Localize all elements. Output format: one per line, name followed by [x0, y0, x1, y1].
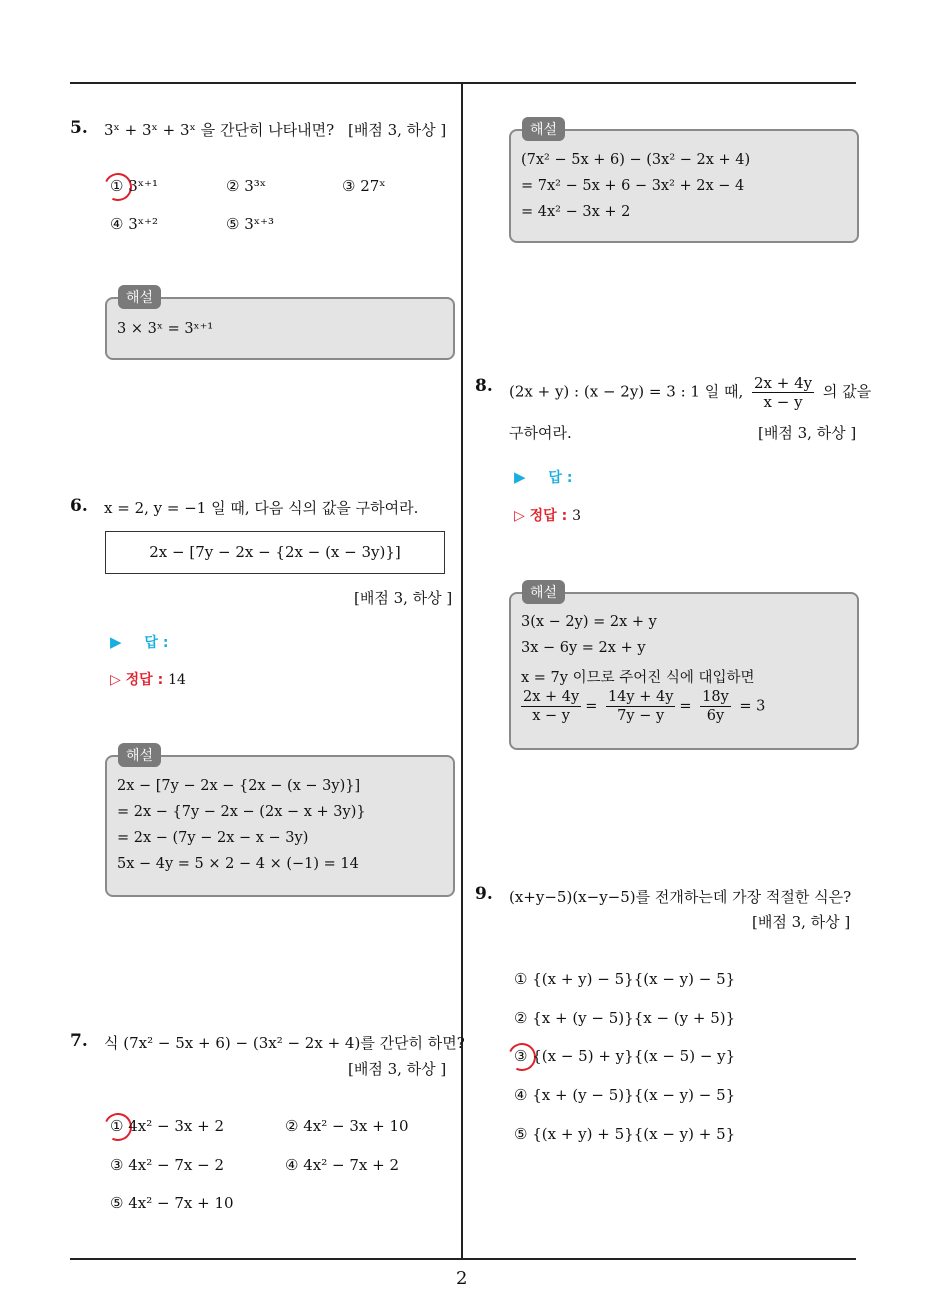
q8-number: 8.: [475, 376, 493, 396]
q5-choice-5[interactable]: ⑤ 3ˣ⁺³: [226, 215, 275, 233]
q8-frac-den: x − y: [763, 393, 803, 411]
top-rule: [70, 82, 856, 84]
column-divider: [461, 82, 463, 1260]
q7-expl-line-2: = 7x² − 5x + 6 − 3x² + 2x − 4: [521, 178, 745, 194]
q8-expl-frac-1: [521, 688, 581, 725]
q8-correct-label: 정답 :: [529, 508, 568, 524]
page-number: 2: [456, 1268, 468, 1289]
q7-expl-line-3: = 4x² − 3x + 2: [521, 204, 631, 220]
correct-arrow-icon: ▷: [110, 672, 121, 688]
q7-meta: [배점 3, 하상 ]: [348, 1060, 447, 1078]
q6-answer-prompt: [110, 632, 168, 652]
q7-choice-2[interactable]: ② 4x² − 3x + 10: [285, 1117, 409, 1135]
q6-expl-line-1: 2x − [7y − 2x − {2x − (x − 3y)}]: [117, 778, 361, 794]
q7-number: 7.: [70, 1031, 88, 1051]
q7-text: 식 (7x² − 5x + 6) − (3x² − 2x + 4)를 간단히 하면?: [104, 1034, 465, 1052]
q7-expl-line-1: (7x² − 5x + 6) − (3x² − 2x + 4): [521, 152, 751, 168]
q5-text: 3ˣ + 3ˣ + 3ˣ 을 간단히 나타내면?: [104, 121, 335, 139]
answer-arrow-icon: ▶: [110, 633, 122, 651]
q6-text: x = 2, y = −1 일 때, 다음 식의 값을 구하여라.: [104, 499, 419, 517]
q9-choice-2[interactable]: ② {x + (y − 5)}{x − (y + 5)}: [514, 1009, 736, 1027]
q6-expl-line-2: = 2x − {7y − 2x − (2x − x + 3y)}: [117, 804, 366, 820]
q6-meta: [배점 3, 하상 ]: [354, 589, 453, 607]
q9-text: (x+y−5)(x−y−5)를 전개하는데 가장 적절한 식은?: [509, 888, 852, 906]
q5-choice-3[interactable]: ③ 27ˣ: [342, 177, 386, 195]
q6-correct-label: 정답 :: [125, 672, 164, 688]
q8-expl-frac-2: [606, 688, 675, 725]
q7-choice-4[interactable]: ④ 4x² − 7x + 2: [285, 1156, 399, 1174]
q8-expl-frac-1-num: 2x + 4y: [523, 689, 580, 705]
q9-choice-3[interactable]: ③ {(x − 5) + y}{(x − 5) − y}: [514, 1047, 736, 1065]
q8-text-line2: 구하여라.: [509, 424, 572, 442]
q8-answer-prompt: [514, 467, 572, 487]
q6-expl-line-4: 5x − 4y = 5 × 2 − 4 × (−1) = 14: [117, 856, 359, 872]
q8-text-pre: (2x + y) : (x − 2y) = 3 : 1 일 때,: [509, 382, 744, 401]
q8-text-post: 의 값을: [822, 382, 872, 401]
correct-arrow-icon: ▷: [514, 508, 525, 524]
q5-meta: [배점 3, 하상 ]: [348, 121, 447, 139]
q6-expression-box: 2x − [7y − 2x − {2x − (x − 3y)}]: [105, 531, 445, 574]
q6-answer-label: 답 :: [144, 635, 169, 651]
q7-choice-3[interactable]: ③ 4x² − 7x − 2: [110, 1156, 224, 1174]
q8-explanation-label: 해설: [522, 580, 565, 604]
q8-expl-line-3: x = 7y 이므로 주어진 식에 대입하면: [521, 670, 755, 686]
q8-correct-answer: [514, 505, 581, 525]
q8-expl-frac-3: [700, 688, 731, 725]
q6-correct-answer: [110, 669, 186, 689]
q8-expl-frac-3-num: 18y: [702, 689, 729, 705]
q8-expl-line-4: $\frac{2x + 4y}{x - y}$ = $\frac{14y + 4y}{7y - y}$ = $\frac{18y}{6y}$ = 3: [523, 689, 766, 724]
q9-choice-4[interactable]: ④ {x + (y − 5)}{(x − y) − 5}: [514, 1086, 736, 1104]
q5-choice-2[interactable]: ② 3³ˣ: [226, 177, 267, 195]
q6-number: 6.: [70, 496, 88, 516]
q8-expl-line-2: 3x − 6y = 2x + y: [521, 640, 646, 656]
q8-expl-frac-2-num: 14y + 4y: [607, 689, 674, 705]
q8-expl-frac-3-den: 6y: [706, 708, 725, 724]
q6-expl-line-3: = 2x − (7y − 2x − x − 3y): [117, 830, 309, 846]
q6-explanation-label: 해설: [118, 743, 161, 767]
q8-expl-result: = 3: [739, 698, 766, 715]
q9-number: 9.: [475, 884, 493, 904]
q8-meta: [배점 3, 하상 ]: [758, 424, 857, 442]
q8-text: [509, 374, 871, 411]
q7-explanation-label: 해설: [522, 117, 565, 141]
bottom-rule: [70, 1258, 856, 1260]
q9-choice-1[interactable]: ① {(x + y) − 5}{(x − y) − 5}: [514, 970, 736, 988]
q8-expl-frac-2-den: 7y − y: [617, 708, 665, 724]
q8-expl-frac-1-den: x − y: [532, 708, 570, 724]
q8-frac-num: 2x + 4y: [754, 374, 813, 392]
q6-correct-value: 14: [168, 672, 186, 688]
q5-choice-1[interactable]: ① 3ˣ⁺¹: [110, 177, 159, 195]
q5-number: 5.: [70, 118, 88, 138]
q7-choice-5[interactable]: ⑤ 4x² − 7x + 10: [110, 1194, 234, 1212]
q8-fraction: [752, 374, 814, 411]
answer-arrow-icon: ▶: [514, 468, 526, 486]
q5-choice-4[interactable]: ④ 3ˣ⁺²: [110, 215, 159, 233]
q9-choice-5[interactable]: ⑤ {(x + y) + 5}{(x − y) + 5}: [514, 1125, 736, 1143]
q8-correct-value: 3: [572, 508, 581, 524]
q8-explanation-box: [509, 592, 859, 750]
q7-choice-1[interactable]: ① 4x² − 3x + 2: [110, 1117, 224, 1135]
q7-explanation-box: [509, 129, 859, 243]
q8-expl-line-1: 3(x − 2y) = 2x + y: [521, 614, 657, 630]
q5-expl-line-1: 3 × 3ˣ = 3ˣ⁺¹: [117, 321, 214, 337]
q5-explanation-label: 해설: [118, 285, 161, 309]
q8-answer-label: 답 :: [548, 470, 573, 486]
q6-explanation-box: [105, 755, 455, 897]
q9-meta: [배점 3, 하상 ]: [752, 913, 851, 931]
